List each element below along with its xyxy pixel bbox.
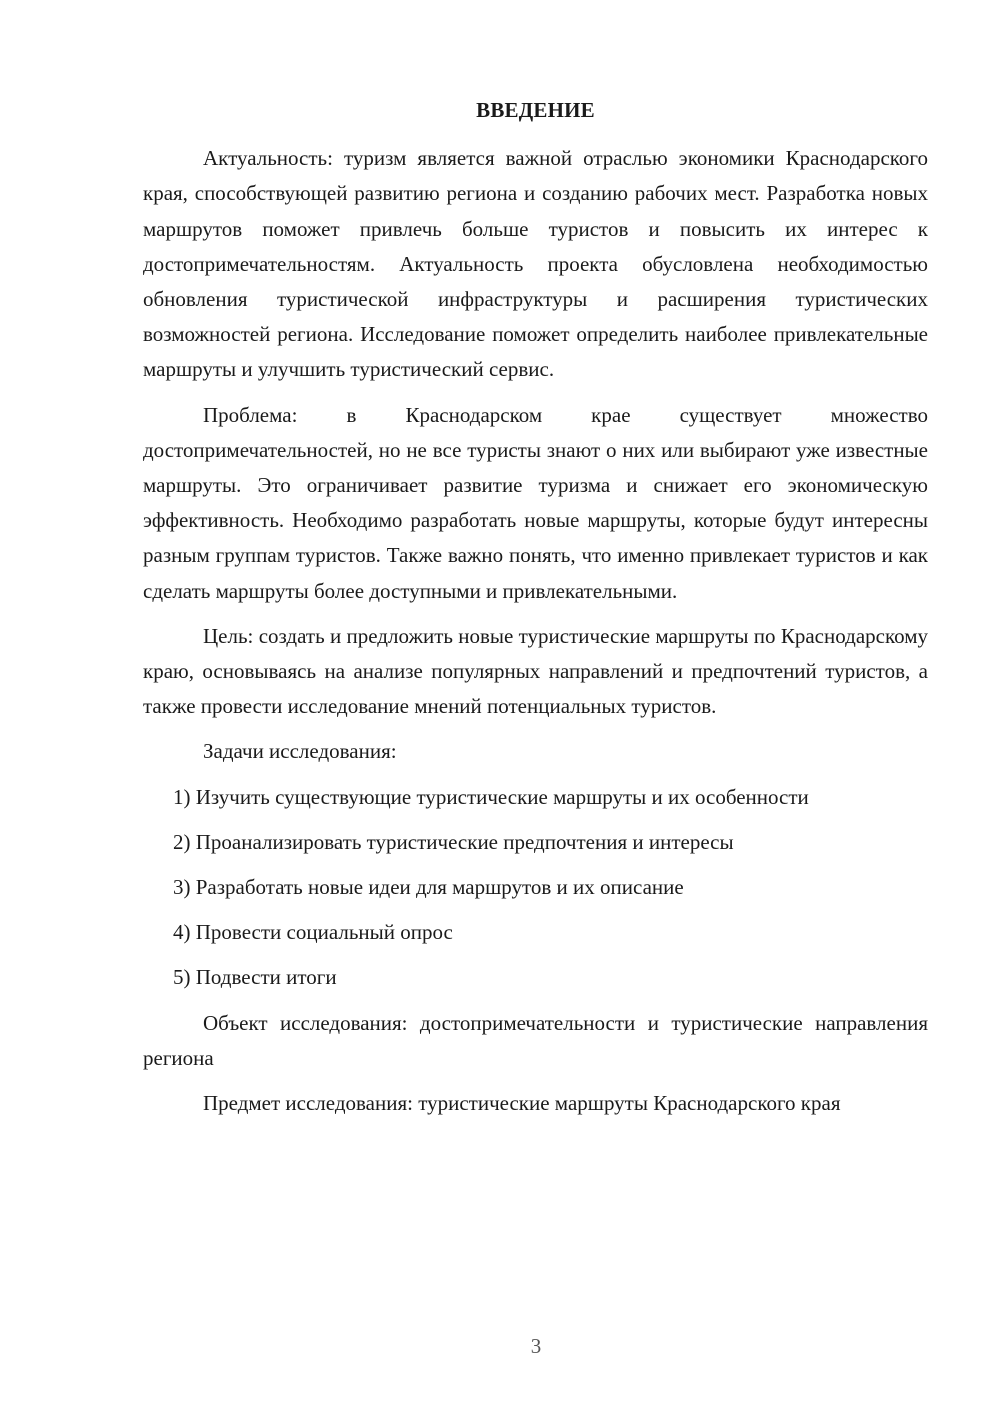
object-paragraph: Объект исследования: достопримечательности и туристические направления региона (143, 1010, 928, 1070)
task-item: 2) Проанализировать туристические предпочтения и интересы (173, 829, 734, 854)
goal-paragraph: Цель: создать и предложить новые туристические маршруты по Краснодарскому краю, основываясь на анализе популярных направлений и предпочтений туристов, а также провести исследование мнений потенциальных туристов. (143, 623, 928, 719)
task-item: 3) Разработать новые идеи для маршрутов и их описание (173, 875, 684, 900)
subject-paragraph: Предмет исследования: туристические маршруты Краснодарского края (203, 1091, 841, 1116)
task-item: 4) Провести социальный опрос (173, 920, 453, 945)
document-title: ВВЕДЕНИЕ (476, 98, 595, 122)
relevance-paragraph: Актуальность: туризм является важной отраслью экономики Краснодарского края, способствующей развитию региона и созданию рабочих мест. Разработка новых маршрутов поможет привлечь больше туристов и повысить их интерес к достопримечательностям. Актуальность проекта обусловлена необходимостью обновления туристической инфраструктуры и расширения туристических возможностей региона. Исследование поможет определить наиболее привлекательные маршруты и улучшить туристический сервис. (143, 146, 928, 382)
page-number: 3 (530, 1334, 542, 1358)
task-list (143, 780, 928, 996)
document-page (143, 93, 928, 1131)
problem-paragraph: Проблема: в Краснодарском крае существует множество достопримечательностей, но не все туристы знают о них или выбирают уже известные маршруты. Это ограничивает развитие туризма и снижает его экономическую эффективность. Необходимо разработать новые маршруты, которые будут интересны разным группам туристов. Также важно понять, что именно привлекает туристов и как сделать маршруты более доступными и привлекательными. (143, 402, 928, 603)
task-item: 5) Подвести итоги (173, 965, 337, 990)
task-item: 1) Изучить существующие туристические маршруты и их особенности (173, 784, 809, 809)
tasks-heading: Задачи исследования: (203, 739, 397, 764)
